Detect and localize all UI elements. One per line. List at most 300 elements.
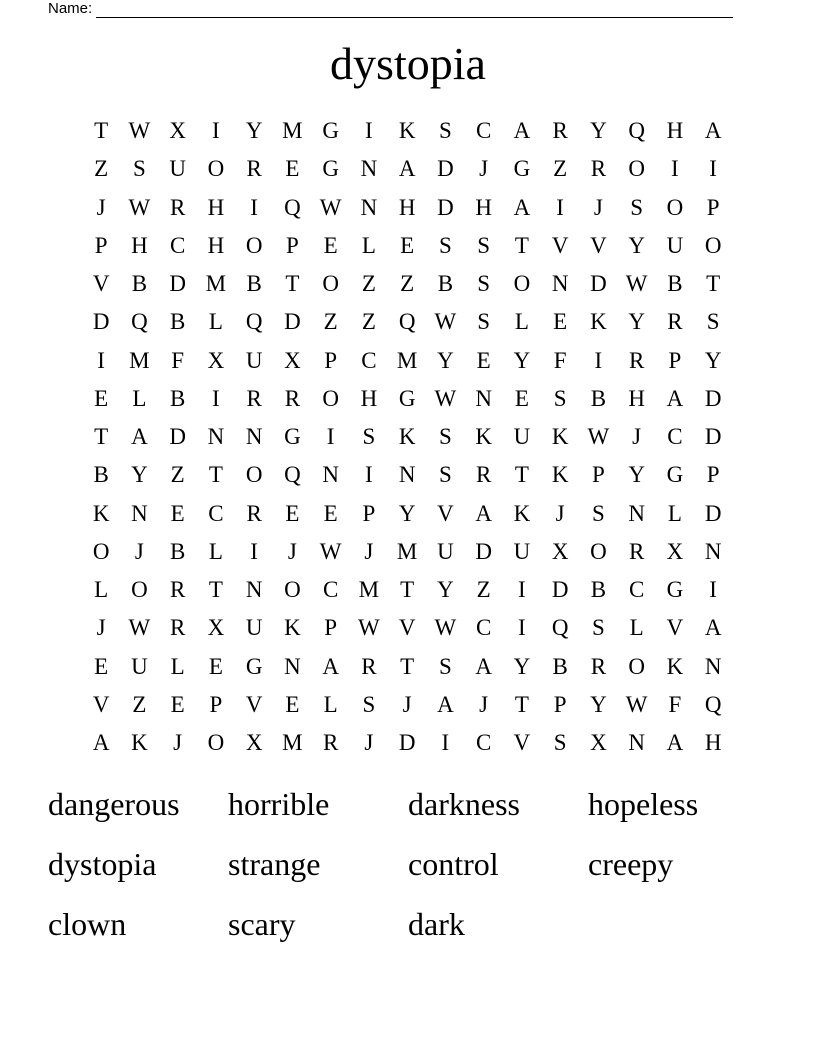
grid-letter: T — [208, 462, 223, 488]
grid-letter: Q — [704, 691, 722, 717]
grid-letter: R — [667, 309, 683, 335]
grid-letter: O — [513, 271, 531, 296]
grid-letter: W — [434, 615, 457, 641]
grid-letter: X — [169, 118, 186, 143]
grid-letter: R — [552, 118, 568, 143]
grid-letter: K — [513, 500, 531, 526]
grid-letter: I — [441, 730, 450, 755]
grid-letter: M — [282, 730, 303, 755]
grid-letter: S — [132, 156, 146, 182]
grid-letter: G — [398, 385, 416, 411]
grid-letter: W — [128, 194, 151, 220]
grid-letter: N — [131, 500, 148, 526]
grid-letter: C — [667, 424, 683, 449]
grid-letter: U — [245, 615, 263, 641]
name-blank-line — [96, 2, 733, 18]
grid-letter: A — [131, 424, 148, 449]
grid-letter: W — [625, 271, 648, 296]
grid-letter: X — [207, 347, 225, 373]
grid-letter: X — [284, 347, 301, 373]
grid-letter: N — [284, 653, 301, 679]
grid-letter: L — [514, 309, 529, 335]
grid-letter: C — [475, 615, 492, 641]
grid-letter: Z — [553, 156, 568, 182]
grid-letter: S — [362, 424, 376, 449]
grid-letter: D — [590, 271, 607, 296]
grid-letter: K — [475, 424, 492, 449]
grid-letter: I — [326, 424, 335, 449]
grid-letter: E — [285, 691, 300, 717]
grid-letter: O — [322, 271, 339, 296]
grid-letter: Y — [628, 232, 645, 258]
grid-letter: B — [437, 271, 454, 296]
grid-letter: O — [207, 730, 225, 755]
grid-letter: S — [362, 691, 376, 717]
grid-letter: S — [553, 385, 567, 411]
grid-letter: C — [322, 577, 339, 602]
grid-letter: V — [92, 271, 110, 296]
grid-letter: T — [285, 271, 300, 296]
grid-letter: G — [322, 156, 339, 182]
grid-letter: V — [245, 691, 263, 717]
grid-letter: E — [94, 385, 109, 411]
grid-letter: C — [208, 500, 224, 526]
grid-letter: G — [513, 156, 531, 182]
grid-letter: R — [628, 347, 645, 373]
grid-letter: I — [709, 577, 717, 602]
grid-letter: J — [593, 194, 603, 220]
grid-letter: L — [208, 538, 223, 564]
grid-letter: N — [360, 156, 378, 182]
grid-letter: N — [551, 271, 569, 296]
grid-letter: J — [632, 424, 642, 449]
grid-letter: E — [514, 385, 529, 411]
grid-letter: C — [475, 730, 492, 755]
grid-letter: S — [591, 500, 605, 526]
grid-letter: S — [438, 118, 452, 143]
grid-letter: Y — [628, 462, 645, 488]
grid-letter: A — [704, 118, 722, 143]
grid-letter: X — [207, 615, 225, 641]
grid-letter: K — [551, 424, 569, 449]
grid-letter: H — [207, 232, 225, 258]
grid-letter: G — [284, 424, 301, 449]
grid-letter: C — [169, 232, 186, 258]
grid-letter: R — [246, 385, 262, 411]
grid-letter: R — [361, 653, 377, 679]
grid-letter: H — [475, 194, 492, 220]
grid-letter: M — [358, 577, 380, 602]
grid-letter: O — [628, 156, 645, 182]
grid-letter: C — [361, 347, 377, 373]
grid-letter: D — [398, 730, 416, 755]
grid-letter: M — [129, 347, 150, 373]
grid-letter: Y — [590, 691, 607, 717]
grid-letter: S — [438, 424, 452, 449]
grid-letter: P — [94, 232, 108, 258]
grid-letter: Z — [170, 462, 185, 488]
grid-letter: Q — [245, 309, 263, 335]
word-list-item: control — [408, 846, 499, 882]
grid-letter: P — [668, 347, 682, 373]
grid-letter: P — [362, 500, 376, 526]
grid-letter: J — [479, 156, 489, 182]
grid-letter: A — [666, 385, 684, 411]
grid-letter: S — [591, 615, 605, 641]
grid-letter: N — [360, 194, 378, 220]
grid-letter: D — [437, 156, 454, 182]
grid-letter: A — [513, 194, 531, 220]
grid-letter: I — [365, 462, 373, 488]
grid-letter: N — [245, 424, 263, 449]
grid-letter: Y — [590, 118, 607, 143]
grid-letter: Z — [94, 156, 109, 182]
grid-letter: A — [666, 730, 684, 755]
grid-letter: I — [250, 194, 258, 220]
grid-letter: A — [513, 118, 531, 143]
grid-letter: T — [400, 577, 415, 602]
grid-letter: E — [94, 653, 109, 679]
word-list-item: hopeless — [588, 786, 699, 822]
grid-letter: D — [437, 194, 454, 220]
grid-letter: K — [92, 500, 110, 526]
grid-letter: G — [666, 577, 684, 602]
grid-letter: B — [169, 538, 186, 564]
grid-letter: B — [590, 385, 607, 411]
grid-letter: S — [477, 271, 491, 296]
grid-letter: I — [212, 385, 220, 411]
grid-letter: P — [324, 615, 338, 641]
grid-letter: R — [284, 385, 301, 411]
word-list-item: dangerous — [48, 786, 180, 822]
grid-letter: O — [245, 232, 263, 258]
grid-letter: M — [396, 538, 418, 564]
grid-letter: B — [169, 309, 186, 335]
grid-letter: Y — [245, 118, 263, 143]
grid-letter: K — [131, 730, 148, 755]
grid-letter: V — [513, 730, 531, 755]
grid-letter: H — [628, 385, 645, 411]
grid-letter: E — [208, 653, 223, 679]
grid-letter: Q — [551, 615, 569, 641]
grid-letter: J — [555, 500, 565, 526]
grid-letter: I — [518, 615, 526, 641]
grid-letter: N — [628, 730, 645, 755]
grid-letter: Z — [361, 309, 376, 335]
grid-letter: H — [360, 385, 378, 411]
grid-letter: R — [590, 653, 607, 679]
grid-letter: X — [666, 538, 684, 564]
grid-letter: O — [284, 577, 301, 602]
grid-letter: Z — [476, 577, 491, 602]
grid-letter: Y — [131, 462, 148, 488]
grid-letter: Q — [131, 309, 148, 335]
grid-letter: Q — [398, 309, 416, 335]
grid-letter: M — [205, 271, 227, 296]
grid-letter: A — [475, 653, 492, 679]
grid-letter: T — [94, 424, 109, 449]
grid-letter: C — [628, 577, 645, 602]
grid-letter: X — [551, 538, 569, 564]
grid-letter: D — [704, 385, 722, 411]
grid-letter: T — [706, 271, 721, 296]
grid-letter: J — [96, 615, 106, 641]
grid-letter: L — [323, 691, 338, 717]
grid-letter: L — [94, 577, 109, 602]
grid-letter: B — [552, 653, 568, 679]
grid-letter: I — [97, 347, 105, 373]
grid-letter: L — [629, 615, 644, 641]
grid-letter: R — [246, 156, 262, 182]
grid-letter: F — [171, 347, 185, 373]
grid-letter: R — [169, 577, 186, 602]
grid-letter: U — [513, 424, 531, 449]
grid-letter: Q — [628, 118, 645, 143]
grid-letter: T — [514, 691, 529, 717]
grid-letter: N — [475, 385, 492, 411]
grid-letter: W — [625, 691, 648, 717]
grid-letter: I — [709, 156, 717, 182]
grid-letter: W — [358, 615, 380, 641]
grid-letter: L — [361, 232, 376, 258]
grid-letter: R — [169, 194, 186, 220]
grid-letter: N — [398, 462, 416, 488]
grid-letter: B — [93, 462, 109, 488]
grid-letter: M — [396, 347, 418, 373]
grid-letter: V — [551, 232, 569, 258]
grid-letter: X — [590, 730, 607, 755]
grid-letter: S — [630, 194, 644, 220]
grid-letter: E — [323, 500, 338, 526]
grid-letter: W — [319, 194, 342, 220]
name-label: Name: — [48, 0, 93, 17]
grid-letter: P — [591, 462, 605, 488]
grid-letter: U — [437, 538, 454, 564]
grid-letter: U — [666, 232, 684, 258]
name-field — [48, 0, 733, 18]
grid-letter: C — [475, 118, 492, 143]
grid-letter: G — [245, 653, 263, 679]
grid-letter: O — [131, 577, 148, 602]
grid-letter: N — [704, 538, 722, 564]
grid-letter: J — [479, 691, 489, 717]
grid-letter: K — [590, 309, 607, 335]
grid-letter: U — [169, 156, 186, 182]
grid-letter: I — [518, 577, 526, 602]
grid-letter: J — [134, 538, 144, 564]
grid-letter: T — [94, 118, 109, 143]
grid-letter: B — [131, 271, 148, 296]
grid-letter: N — [628, 500, 645, 526]
grid-letter: Z — [323, 309, 338, 335]
grid-letter: V — [666, 615, 684, 641]
grid-letter: V — [398, 615, 416, 641]
grid-letter: Y — [437, 577, 454, 602]
grid-letter: A — [322, 653, 339, 679]
grid-letter: U — [513, 538, 531, 564]
grid-letter: T — [400, 653, 415, 679]
grid-letter: F — [553, 347, 567, 373]
grid-letter: Q — [284, 462, 301, 488]
grid-letter: D — [704, 424, 722, 449]
grid-letter: R — [475, 462, 492, 488]
grid-letter: E — [553, 309, 568, 335]
grid-letter: S — [438, 462, 452, 488]
grid-letter: G — [666, 462, 684, 488]
grid-letter: R — [590, 156, 607, 182]
grid-letter: Z — [400, 271, 415, 296]
grid-letter: I — [212, 118, 220, 143]
grid-letter: K — [398, 118, 416, 143]
grid-letter: I — [365, 118, 373, 143]
grid-letter: D — [92, 309, 110, 335]
grid-letter: A — [92, 730, 110, 755]
grid-letter: Y — [513, 653, 531, 679]
grid-letter: J — [364, 730, 374, 755]
grid-letter: W — [434, 309, 457, 335]
grid-letter: Y — [513, 347, 531, 373]
grid-letter: U — [245, 347, 263, 373]
grid-letter: G — [322, 118, 339, 143]
grid-letter: W — [128, 615, 151, 641]
grid-letter: W — [128, 118, 151, 143]
grid-letter: P — [285, 232, 299, 258]
grid-letter: P — [209, 691, 223, 717]
grid-letter: L — [132, 385, 147, 411]
grid-letter: N — [207, 424, 225, 449]
word-list-item: clown — [48, 906, 127, 942]
grid-letter: O — [628, 653, 645, 679]
grid-letter: T — [514, 462, 529, 488]
grid-letter: R — [628, 538, 645, 564]
grid-letter: P — [553, 691, 567, 717]
grid-letter: I — [671, 156, 679, 182]
grid-letter: B — [667, 271, 683, 296]
grid-letter: E — [285, 500, 300, 526]
word-list-item: scary — [228, 906, 296, 942]
grid-letter: A — [437, 691, 454, 717]
grid-letter: O — [704, 232, 722, 258]
grid-letter: L — [208, 309, 223, 335]
word-list-item: darkness — [408, 786, 520, 822]
grid-letter: O — [207, 156, 225, 182]
word-list-item: strange — [228, 846, 321, 882]
grid-letter: P — [706, 462, 720, 488]
grid-letter: Y — [398, 500, 416, 526]
letter-grid — [82, 112, 732, 762]
grid-letter: Z — [361, 271, 376, 296]
grid-letter: P — [324, 347, 338, 373]
grid-letter: D — [169, 271, 186, 296]
word-list-item: dark — [408, 906, 465, 942]
grid-letter: S — [477, 232, 491, 258]
grid-letter: O — [322, 385, 339, 411]
grid-letter: H — [704, 730, 722, 755]
grid-letter: V — [437, 500, 454, 526]
grid-letter: D — [551, 577, 569, 602]
grid-letter: B — [246, 271, 262, 296]
grid-letter: Y — [704, 347, 722, 373]
grid-letter: S — [553, 730, 567, 755]
grid-letter: Y — [628, 309, 645, 335]
grid-letter: D — [475, 538, 492, 564]
word-list — [48, 774, 768, 954]
grid-letter: E — [170, 691, 185, 717]
grid-letter: Z — [132, 691, 147, 717]
grid-letter: N — [322, 462, 339, 488]
page-title: dystopia — [330, 38, 486, 89]
grid-letter: A — [704, 615, 722, 641]
grid-letter: V — [590, 232, 607, 258]
grid-letter: K — [284, 615, 301, 641]
grid-letter: O — [92, 538, 110, 564]
grid-letter: W — [319, 538, 342, 564]
grid-letter: E — [170, 500, 185, 526]
grid-letter: I — [556, 194, 564, 220]
grid-letter: K — [398, 424, 416, 449]
grid-letter: M — [282, 118, 303, 143]
grid-letter: L — [667, 500, 682, 526]
word-list-item: dystopia — [48, 846, 157, 882]
grid-letter: N — [245, 577, 263, 602]
grid-letter: D — [169, 424, 186, 449]
grid-letter: O — [666, 194, 684, 220]
grid-letter: S — [438, 232, 452, 258]
grid-letter: I — [250, 538, 258, 564]
grid-letter: H — [207, 194, 225, 220]
grid-letter: X — [245, 730, 263, 755]
grid-letter: L — [170, 653, 185, 679]
grid-letter: H — [131, 232, 148, 258]
grid-letter: J — [287, 538, 297, 564]
grid-letter: R — [169, 615, 186, 641]
grid-letter: I — [594, 347, 603, 373]
grid-letter: A — [475, 500, 492, 526]
grid-letter: H — [398, 194, 416, 220]
grid-letter: O — [590, 538, 607, 564]
grid-letter: S — [477, 309, 491, 335]
grid-letter: H — [666, 118, 684, 143]
grid-letter: Q — [284, 194, 301, 220]
grid-letter: J — [173, 730, 183, 755]
grid-letter: Y — [437, 347, 454, 373]
grid-letter: S — [438, 653, 452, 679]
grid-letter: P — [706, 194, 720, 220]
grid-letter: W — [587, 424, 610, 449]
grid-letter: F — [668, 691, 682, 717]
grid-letter: E — [285, 156, 300, 182]
grid-letter: T — [514, 232, 529, 258]
grid-letter: J — [96, 194, 106, 220]
grid-letter: J — [402, 691, 412, 717]
grid-letter: B — [169, 385, 186, 411]
grid-letter: V — [92, 691, 110, 717]
grid-letter: S — [706, 309, 720, 335]
grid-letter: R — [246, 500, 262, 526]
word-list-item: horrible — [228, 786, 330, 822]
grid-letter: E — [476, 347, 491, 373]
grid-letter: U — [131, 653, 148, 679]
grid-letter: B — [590, 577, 607, 602]
grid-letter: E — [323, 232, 338, 258]
grid-letter: D — [284, 309, 301, 335]
grid-letter: T — [208, 577, 223, 602]
grid-letter: A — [398, 156, 416, 182]
grid-letter: O — [245, 462, 263, 488]
grid-letter: J — [364, 538, 374, 564]
grid-letter: E — [400, 232, 415, 258]
word-list-item: creepy — [588, 846, 674, 882]
